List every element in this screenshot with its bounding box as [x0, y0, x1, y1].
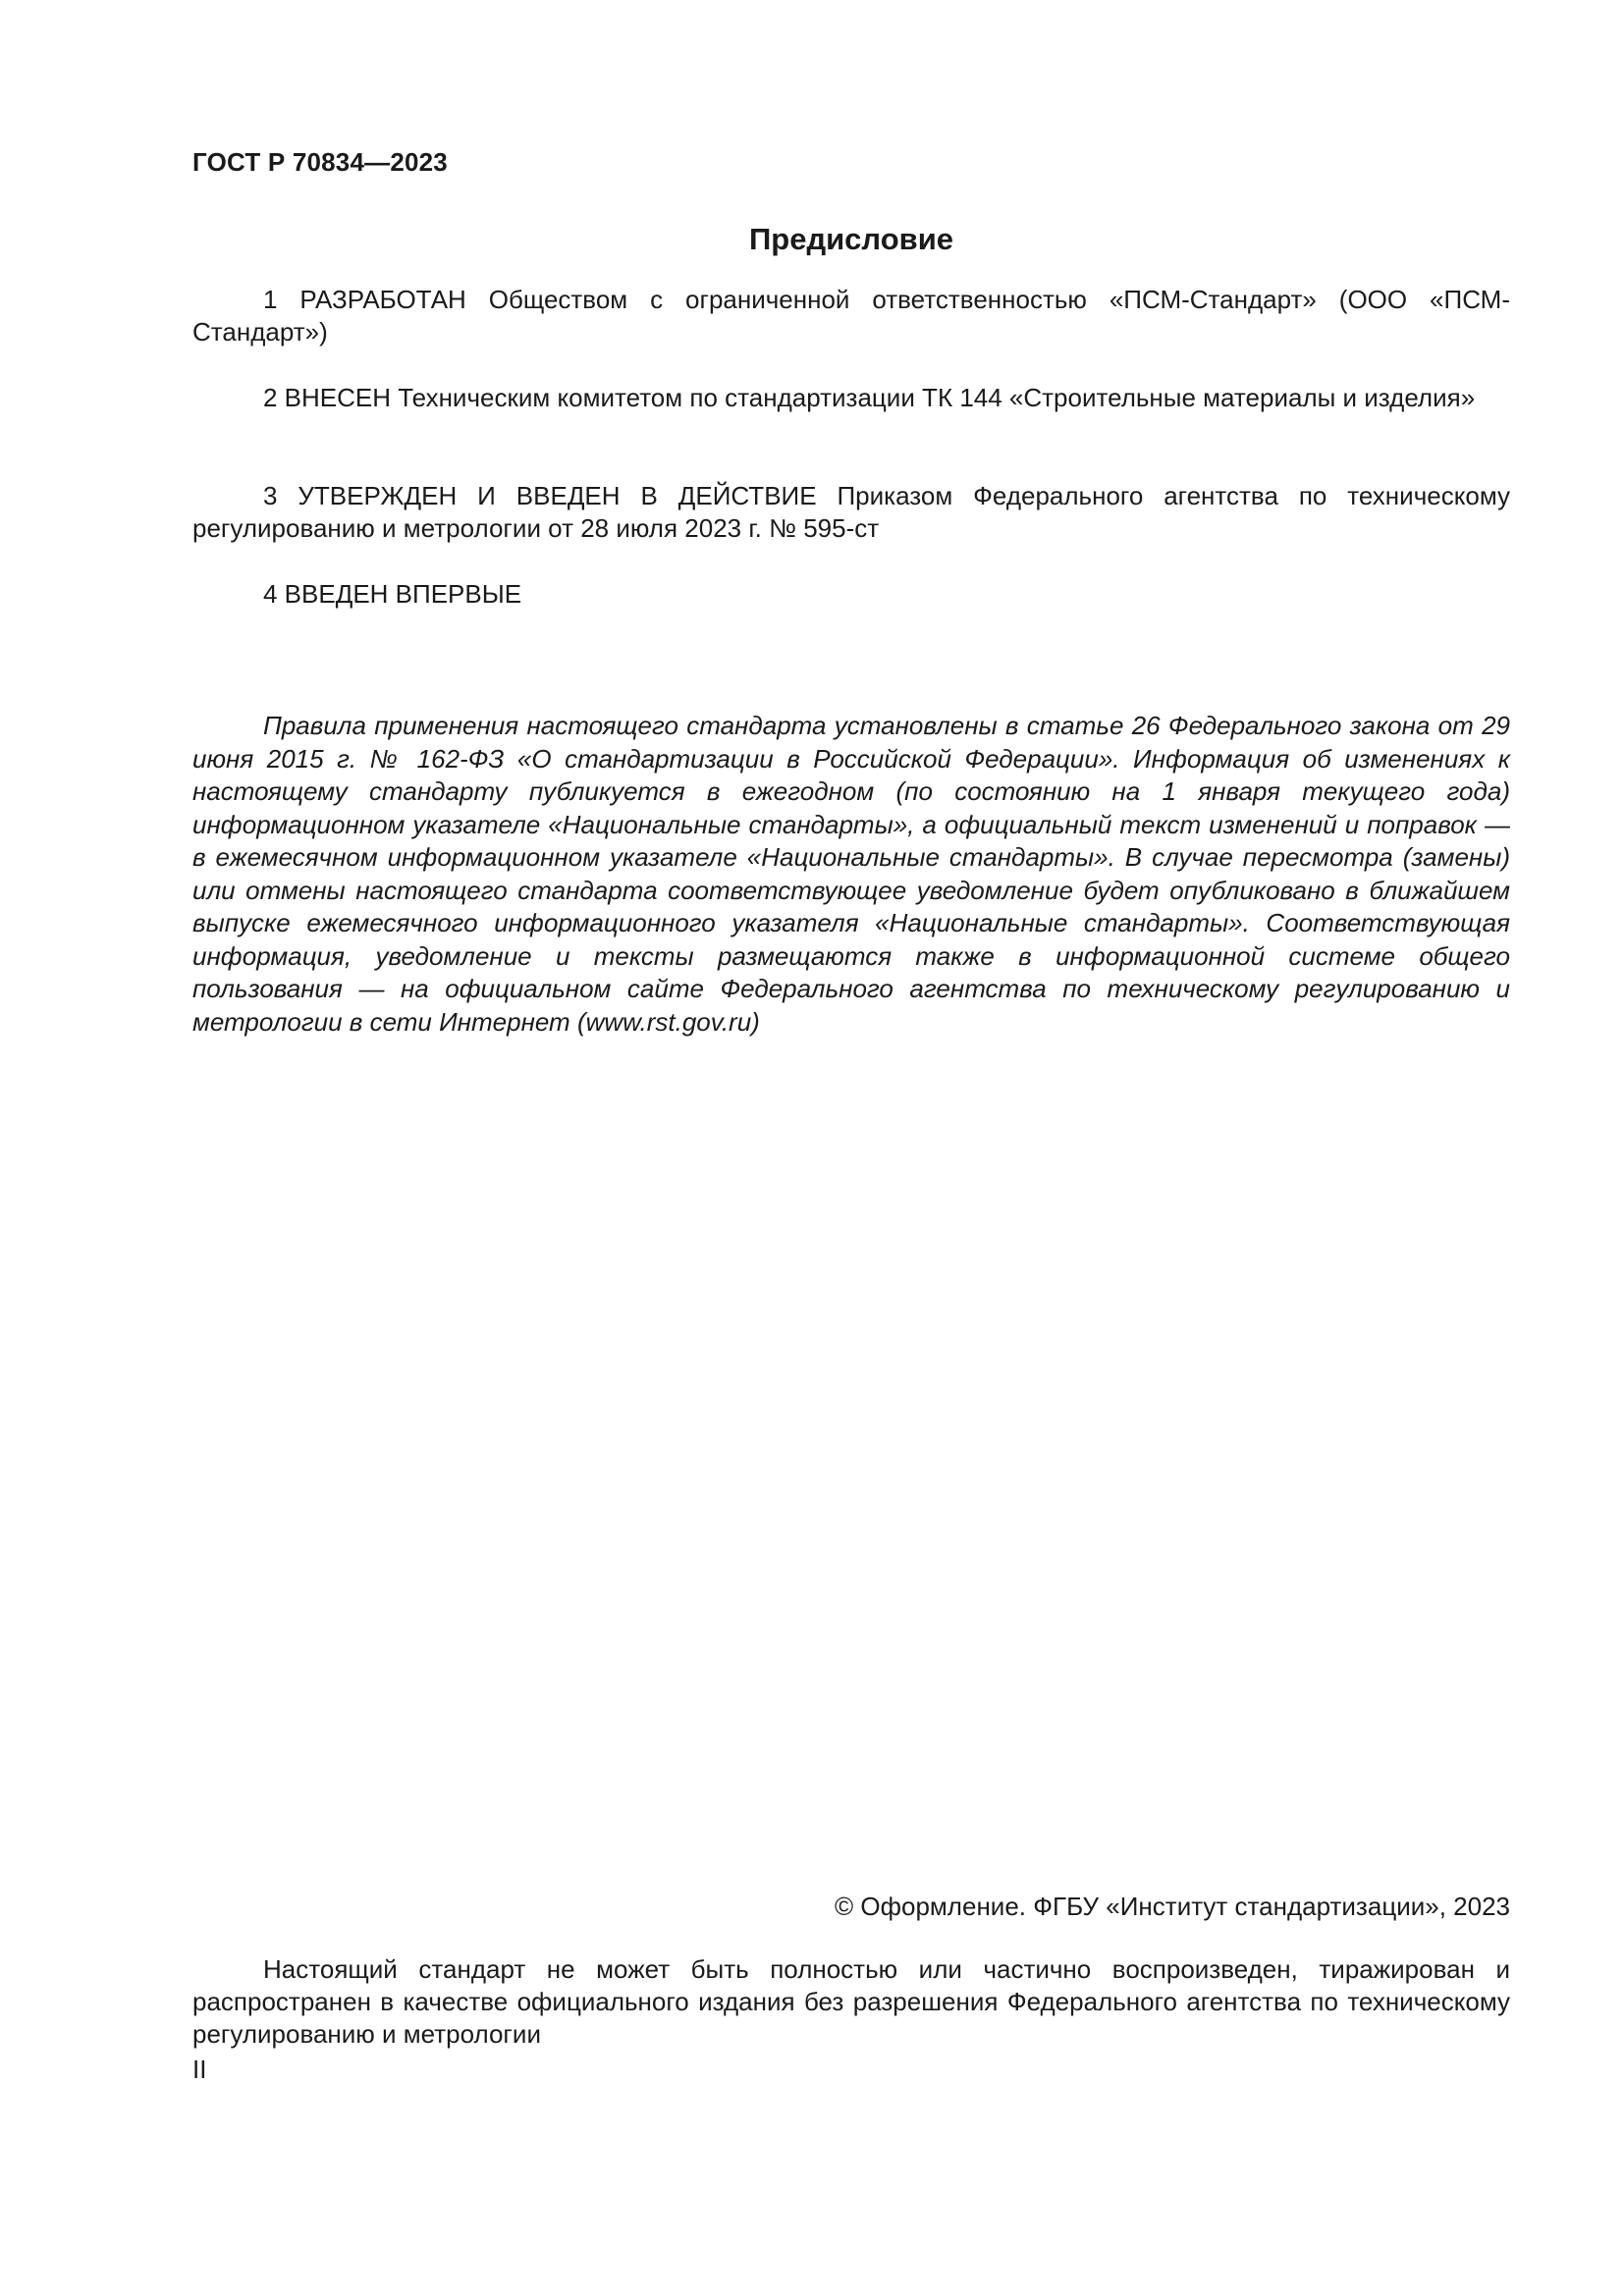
reproduction-notice: Настоящий стандарт не может быть полностью или частично воспроизведен, тиражирован и распространен в качестве официального издания без разрешения Федерального агентства по техническому регулированию и метрологии	[192, 1954, 1510, 2049]
application-rules-notice: Правила применения настоящего стандарта установлены в статье 26 Федерального закона от 29 июня 2015 г. № 162-ФЗ «О стандартизации в Российской Федерации». Информация об изменениях к настоящему стандарту публикуется в ежегодном (по состоянию на 1 января текущего года) информационном указателе «Национальные стандарты», а официальный текст изменений и поправок — в ежемесячном информационном указателе «Национальные стандарты». В случае пересмотра (замены) или отмены настоящего стандарта соответствующее уведомление будет опубликовано в ближайшем выпуске ежемесячного информационного указателя «Национальные стандарты». Соответствующая информация, уведомление и тексты размещаются также в информационной системе общего пользования — на официальном сайте Федерального агентства по техническому регулированию и метрологии в сети Интернет (www.rst.gov.ru)	[192, 711, 1510, 1037]
page-number: II	[192, 2055, 207, 2084]
preface-item-approved: 3 УТВЕРЖДЕН И ВВЕДЕН В ДЕЙСТВИЕ Приказом Федерального агентства по техническому регулированию и метрологии от 28 июля 2023 г. № 595-ст	[192, 481, 1510, 543]
preface-item-developed: 1 РАЗРАБОТАН Обществом с ограниченной ответственностью «ПСМ-Стандарт» (ООО «ПСМ-Стандарт»)	[192, 285, 1510, 347]
preface-item-introduced: 2 ВНЕСЕН Техническим комитетом по стандартизации ТК 144 «Строительные материалы и изделия»	[263, 383, 1476, 412]
copyright-line: © Оформление. ФГБУ «Институт стандартизации», 2023	[835, 1892, 1510, 1921]
document-code: ГОСТ Р 70834—2023	[192, 147, 448, 177]
document-page	[192, 0, 1510, 2296]
page-title: Предисловие	[748, 222, 953, 256]
preface-item-first-introduced: 4 ВВЕДЕН ВПЕРВЫЕ	[263, 579, 522, 609]
